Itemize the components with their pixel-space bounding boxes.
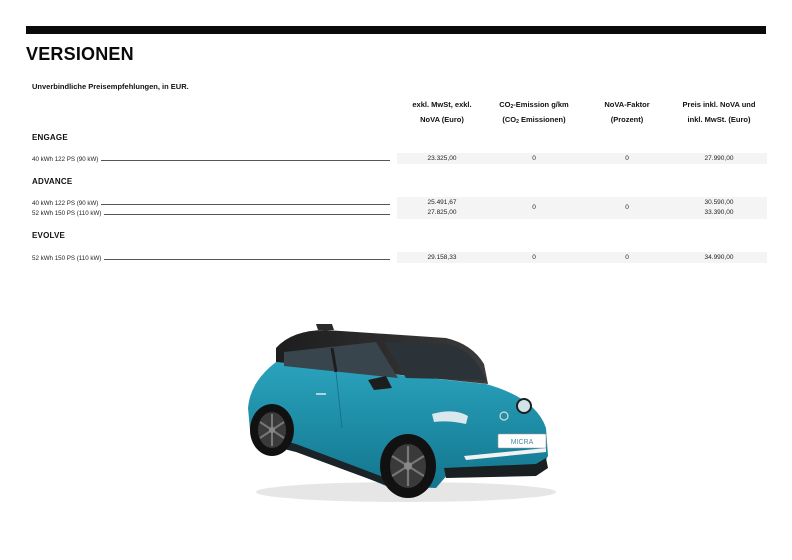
cell-exkl: 25.491,67 — [427, 199, 457, 206]
group-title-advance: ADVANCE — [32, 177, 73, 186]
col-header-nova-line1: NoVA-Faktor — [604, 100, 650, 109]
col-header-co2-line1: $CO_2$-Emission g/km — [499, 100, 569, 110]
cell-exkl: 27.825,00 — [427, 209, 457, 216]
table-row-label: 52 kWh 150 PS (110 kW) — [32, 208, 390, 218]
table-row-label: 52 kWh 150 PS (110 kW) — [32, 253, 390, 263]
page-title: VERSIONEN — [26, 44, 134, 64]
cell-preis: 30.590,00 — [704, 199, 734, 206]
col-header-co2-line2: ($CO_2$ Emissionen) — [502, 115, 566, 125]
price-note: Unverbindliche Preisempfehlungen, in EUR. — [32, 82, 189, 91]
cell-exkl: 23.325,00 — [427, 155, 457, 162]
col-header-exkl — [397, 97, 487, 127]
cell-exkl: 29.158,33 — [427, 254, 457, 261]
cell-co2: 0 — [532, 204, 536, 211]
cell-nova: 0 — [625, 204, 629, 211]
car-illustration — [236, 318, 560, 508]
cell-co2: 0 — [532, 254, 536, 261]
cell-preis: 34.990,00 — [704, 254, 734, 261]
cell-nova: 0 — [625, 254, 629, 261]
top-rule — [26, 26, 766, 34]
group-title-evolve: EVOLVE — [32, 231, 66, 240]
col-header-preis-line2: inkl. MwSt. (Euro) — [687, 115, 751, 124]
col-header-nova — [582, 97, 672, 127]
cell-preis: 33.390,00 — [704, 209, 734, 216]
car-plate: MICRA — [510, 439, 534, 446]
cell-co2: 0 — [532, 155, 536, 162]
col-header-exkl-line2: NoVA (Euro) — [420, 115, 464, 124]
col-header-preis-line1: Preis inkl. NoVA und — [682, 100, 756, 109]
col-header-co2 — [489, 97, 579, 127]
cell-nova: 0 — [625, 155, 629, 162]
col-header-nova-line2: (Prozent) — [610, 115, 644, 124]
col-header-exkl-line1: exkl. MwSt, exkl. — [412, 100, 472, 109]
col-header-preis — [674, 97, 764, 127]
table-row-label: 40 kWh 122 PS (90 kW) — [32, 154, 390, 164]
cell-preis: 27.990,00 — [704, 155, 734, 162]
table-row-label: 40 kWh 122 PS (90 kW) — [32, 198, 390, 208]
group-title-engage: ENGAGE — [32, 133, 68, 142]
car-image — [236, 318, 560, 508]
